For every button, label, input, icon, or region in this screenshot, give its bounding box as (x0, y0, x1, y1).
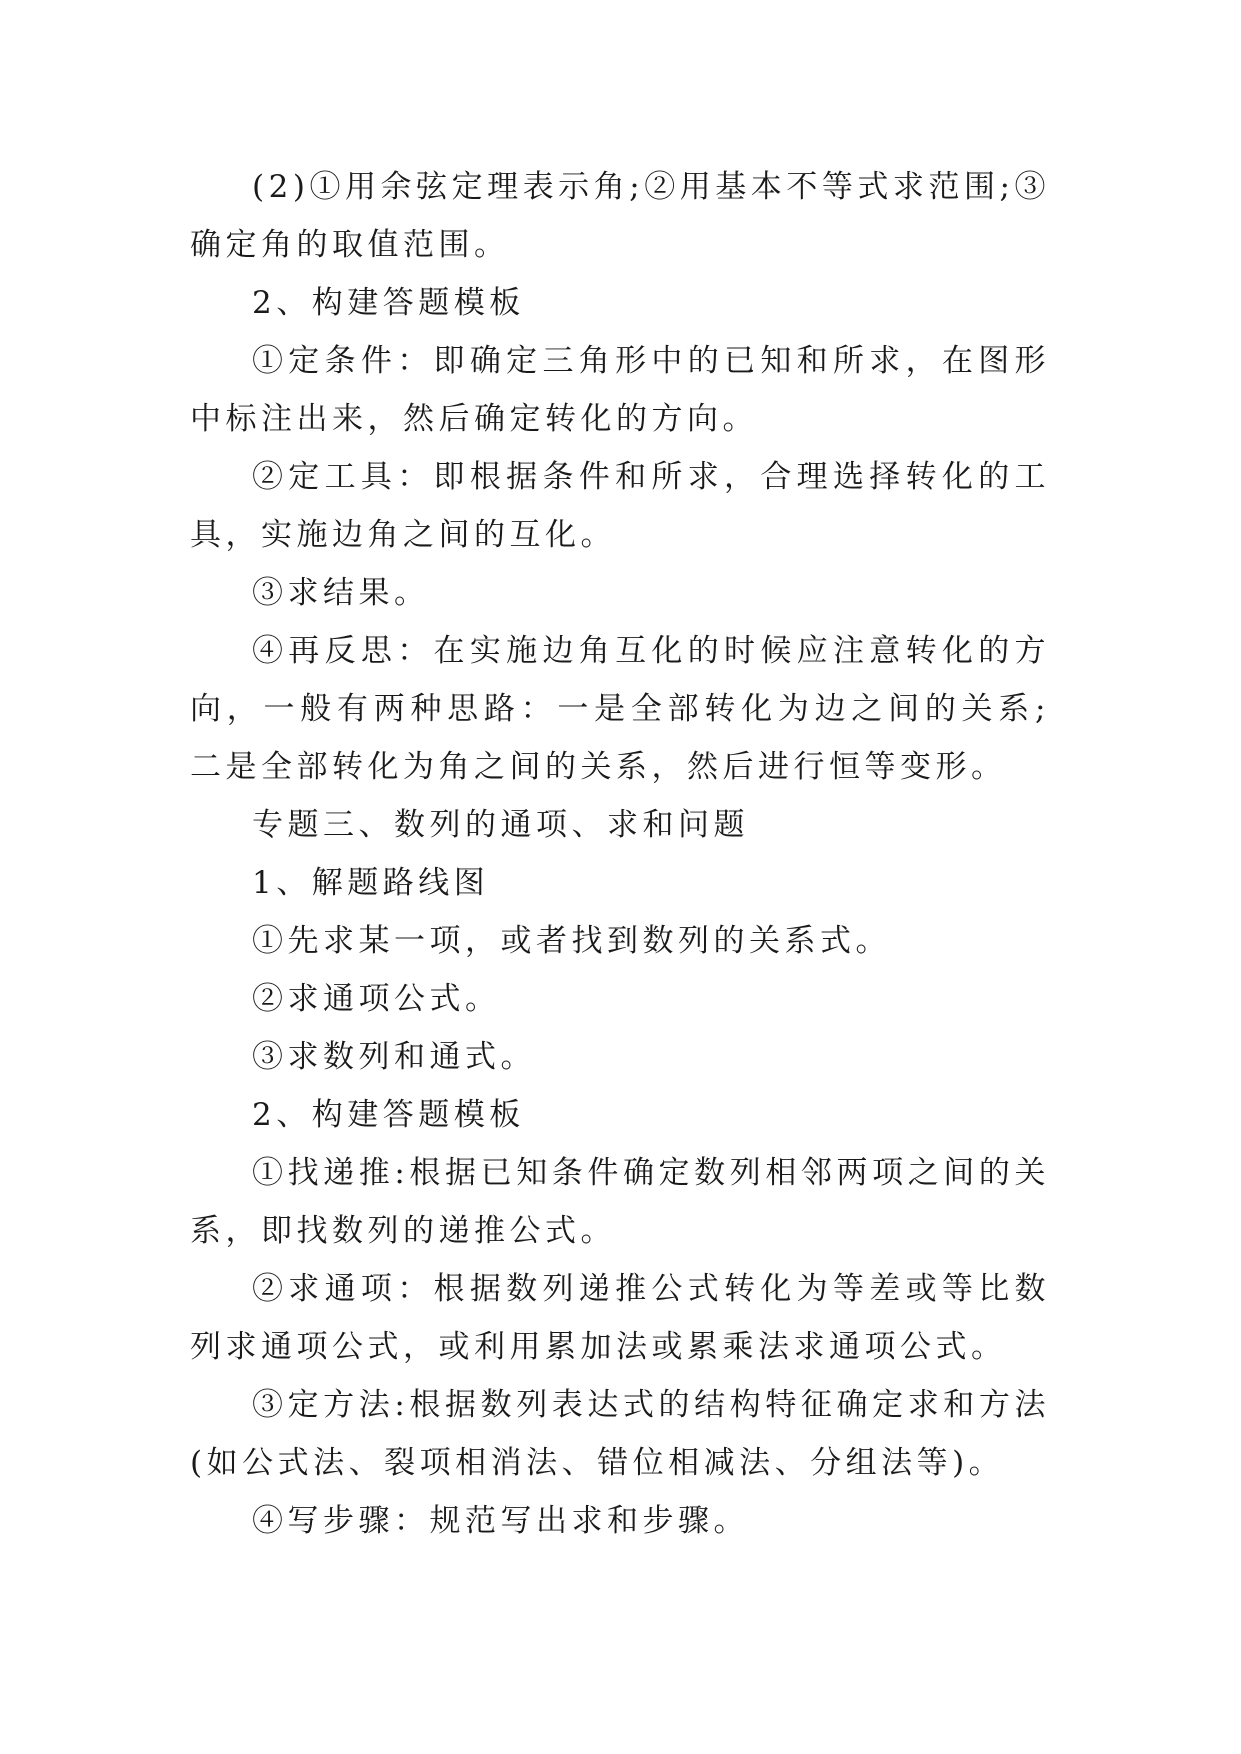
heading-solution-roadmap: 1、解题路线图 (252, 865, 490, 901)
paragraph-find-general-term: ②求通项：根据数列递推公式转化为等差或等比数列求通项公式，或利用累加法或累乘法求通项公式。 (190, 1271, 1050, 1365)
paragraph-find-recurrence: ①找递推:根据已知条件确定数列相邻两项之间的关系，即找数列的递推公式。 (190, 1155, 1050, 1249)
paragraph-general-term: ②求通项公式。 (252, 981, 501, 1017)
paragraph-write-steps: ④写步骤：规范写出求和步骤。 (252, 1503, 749, 1539)
paragraph-choose-method: ③定方法:根据数列表达式的结构特征确定求和方法(如公式法、裂项相消法、错位相减法、分组法等)。 (190, 1387, 1050, 1481)
heading-build-template: 2、构建答题模板 (252, 285, 525, 321)
paragraph-find-term: ①先求某一项，或者找到数列的关系式。 (252, 923, 891, 959)
paragraph-sequence-sum: ③求数列和通式。 (252, 1039, 536, 1075)
paragraph-get-result: ③求结果。 (252, 575, 430, 611)
document-body (190, 158, 1050, 1550)
paragraph-reflect: ④再反思：在实施边角互化的时候应注意转化的方向，一般有两种思路：一是全部转化为边之间的关系;二是全部转化为角之间的关系，然后进行恒等变形。 (190, 633, 1050, 785)
paragraph-define-tools: ②定工具：即根据条件和所求，合理选择转化的工具，实施边角之间的互化。 (190, 459, 1050, 553)
heading-topic-three: 专题三、数列的通项、求和问题 (252, 807, 749, 843)
paragraph-define-conditions: ①定条件：即确定三角形中的已知和所求，在图形中标注出来，然后确定转化的方向。 (190, 343, 1050, 437)
heading-build-template-2: 2、构建答题模板 (252, 1097, 525, 1133)
paragraph-cosine-method: (2)①用余弦定理表示角;②用基本不等式求范围;③确定角的取值范围。 (190, 169, 1050, 263)
